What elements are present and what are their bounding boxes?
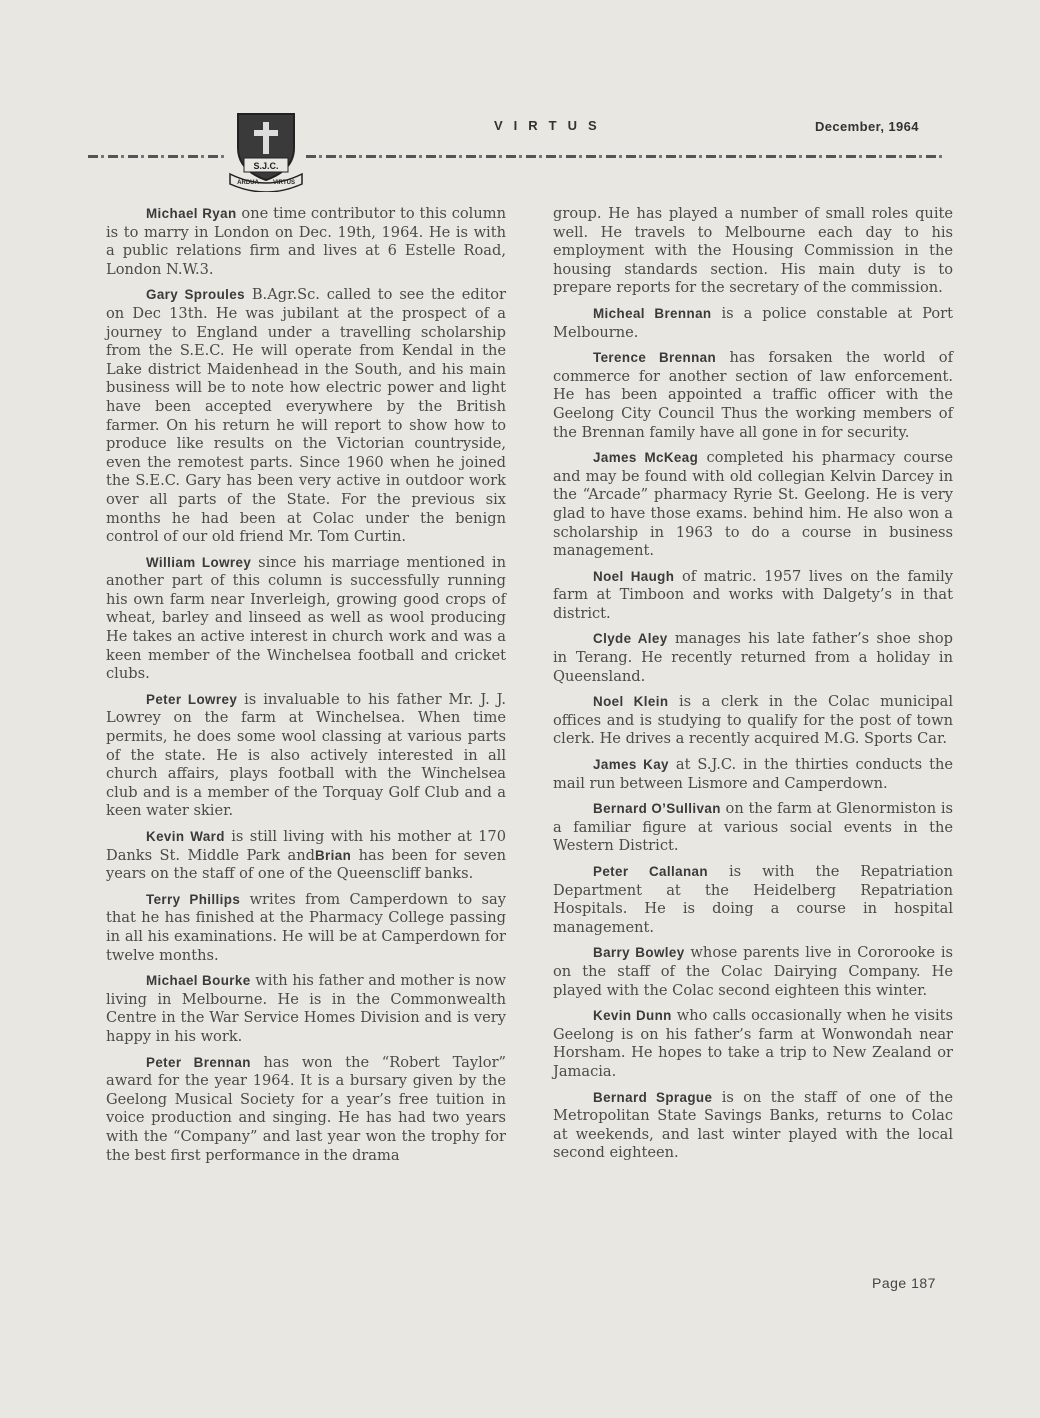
person-name: Michael Bourke (146, 973, 251, 989)
person-name: Noel Klein (593, 694, 669, 710)
person-name: Terence Brennan (593, 350, 717, 366)
item-text: one time contributor to this column is to marry in London on Dec. 19th, 1964. He is with a public relations firm and lives at 6 Estelle Road, London N.W.3. (106, 205, 506, 278)
news-item (553, 693, 953, 749)
news-item (553, 1007, 953, 1081)
news-item (106, 891, 506, 965)
person-name: Peter Lowrey (146, 691, 238, 707)
item-text: of matric. 1957 lives on the family farm at Timboon and works with Dalgety’s in that district. (553, 567, 953, 622)
item-text: has been for seven years on the staff of one of the Queenscliff banks. (106, 846, 506, 883)
item-text: completed his pharmacy course and may be found with old collegian Kelvin Darcey in the “Arcade” pharmacy Ryrie St. Geelong. He is very glad to have those exams. behind him. He also won a scholarship in 1963 to do a course in business management. (553, 449, 953, 560)
item-text: who calls occasionally when he visits Geelong is on his father’s farm at Wonwondah near Horsham. He hopes to take a trip to New Zealand or Jamacia. (553, 1007, 953, 1080)
item-text: is a clerk in the Colac municipal offices and is studying to qualify for the post of town clerk. He drives a recently acquired M.G. Sports Car. (553, 693, 953, 748)
news-item (553, 568, 953, 624)
person-name: Kevin Dunn (593, 1008, 672, 1024)
person-name: Gary Sproules (146, 287, 245, 303)
news-item (553, 944, 953, 1000)
person-name: Noel Haugh (593, 568, 675, 584)
news-item (553, 305, 953, 342)
person-name: William Lowrey (146, 554, 252, 570)
news-item (106, 1054, 506, 1166)
news-item (553, 449, 953, 561)
person-name: Clyde Aley (593, 631, 668, 647)
news-item (553, 1089, 953, 1163)
person-name: Bernard O’Sullivan (593, 801, 721, 817)
item-text: whose parents live in Cororooke is on the staff of the Colac Dairying Company. He played with the Colac second eighteen this winter. (553, 944, 953, 999)
person-name: Kevin Ward (146, 829, 225, 844)
news-item (106, 972, 506, 1046)
news-item (106, 554, 506, 684)
person-name: Terry Phillips (146, 891, 241, 907)
news-item (553, 349, 953, 442)
person-name: Barry Bowley (593, 945, 685, 961)
person-name: James Kay (593, 757, 669, 773)
news-item (553, 800, 953, 856)
news-item (106, 828, 506, 884)
person-name: Michael Ryan (146, 206, 237, 221)
crest-sjc-text: S.J.C. (253, 161, 279, 171)
news-item (106, 205, 506, 279)
item-text: manages his late father’s shoe shop in Terang. He recently returned from a holiday in Queensland. (553, 630, 953, 685)
item-text: at S.J.C. in the thirties conducts the mail run between Lismore and Camperdown. (553, 756, 953, 792)
publication-title: VIRTUS (494, 118, 608, 133)
person-name: Bernard Sprague (593, 1089, 713, 1105)
item-text: has won the “Robert Taylor” award for the year 1964. It is a bursary given by the Geelong Musical Society for a year’s free tuition in voice production and singing. He has had two years with the “Company” and last year won the trophy for the best first performance in the drama (106, 1053, 507, 1164)
left-column (106, 205, 506, 1172)
item-text: since his marriage mentioned in another part of this column is successfully running his own farm near Inverleigh, growing good crops of wheat, barley and linseed as well as wool producing He takes an active interest in church work and was a keen member of the Winchelsea football and cricket clubs. (106, 553, 506, 683)
item-text: is on the staff of one of the Metropolitan State Savings Banks, returns to Colac at weekends, and last winter played with the local second eighteen. (553, 1088, 953, 1162)
news-item (553, 756, 953, 793)
news-item (553, 630, 953, 686)
person-name: Brian (314, 847, 352, 863)
item-text: writes from Camperdown to say that he has finished at the Pharmacy College passing in all his examinations. He will be at Camperdown for twelve months. (106, 890, 506, 964)
news-item (553, 863, 953, 937)
person-name: Peter Callanan (593, 864, 708, 879)
person-name: James McKeag (593, 450, 699, 466)
item-text: group. He has played a number of small roles quite well. He travels to Melbourne each day to his employment with the Housing Commission in the housing standards section. His main duty is to prepare reports for the secretary of the commission. (553, 205, 953, 297)
right-column (553, 205, 953, 1170)
item-text: is invaluable to his father Mr. J. J. Lowrey on the farm at Winchelsea. When time permits, he does some wool classing at various parts of the state. He is also actively interested in all church affairs, plays football with the Winchelsea club and is a member of the Torquay Golf Club and a keen water skier. (106, 690, 506, 820)
page-number: Page 187 (872, 1275, 936, 1291)
school-crest-icon (226, 108, 306, 192)
header-rule-left (88, 155, 228, 158)
item-text: has forsaken the world of commerce for another section of law enforcement. He has been appointed a traffic officer with the Geelong City Council Thus the working members of the Brennan family have all gone in for security. (553, 349, 953, 441)
item-text: on the farm at Glenormiston is a familiar figure at various social events in the Western District. (553, 800, 953, 855)
header-rule-right (306, 155, 942, 158)
item-text: B.Agr.Sc. called to see the editor on Dec 13th. He was jubilant at the prospect of a journey to England under a travelling scholarship from the S.E.C. He will operate from Kendal in the Lake district Maidenhead in the South, and his main business will be to note how electric power and light have been accepted everywhere by the British farmer. On his return he will report to show how to produce like results on the Victorian countryside, even the remotest parts. Since 1960 when he joined the S.E.C. Gary has been very active in outdoor work over all parts of the State. For the previous six months he had been at Colac under the benign control of our old friend Mr. Tom Curtin. (106, 286, 506, 546)
item-text: with his father and mother is now living in Melbourne. He is in the Commonwealth Centre in the War Service Homes Division and is very happy in his work. (106, 972, 506, 1045)
crest-motto-left: ARDUA (237, 180, 259, 186)
news-item-continued (553, 205, 953, 298)
news-item (106, 286, 506, 546)
item-text: is with the Repatriation Department at the Heidelberg Repatriation Hospitals. He is doing a course in hospital management. (553, 863, 953, 936)
item-text: is a police constable at Port Melbourne. (553, 304, 953, 341)
issue-date: December, 1964 (815, 119, 919, 134)
news-item (106, 691, 506, 821)
item-text: is still living with his mother at 170 Danks St. Middle Park and (106, 828, 506, 864)
person-name: Micheal Brennan (593, 305, 712, 321)
person-name: Peter Brennan (146, 1054, 251, 1070)
crest-motto-right: VIRTUS (272, 180, 296, 186)
